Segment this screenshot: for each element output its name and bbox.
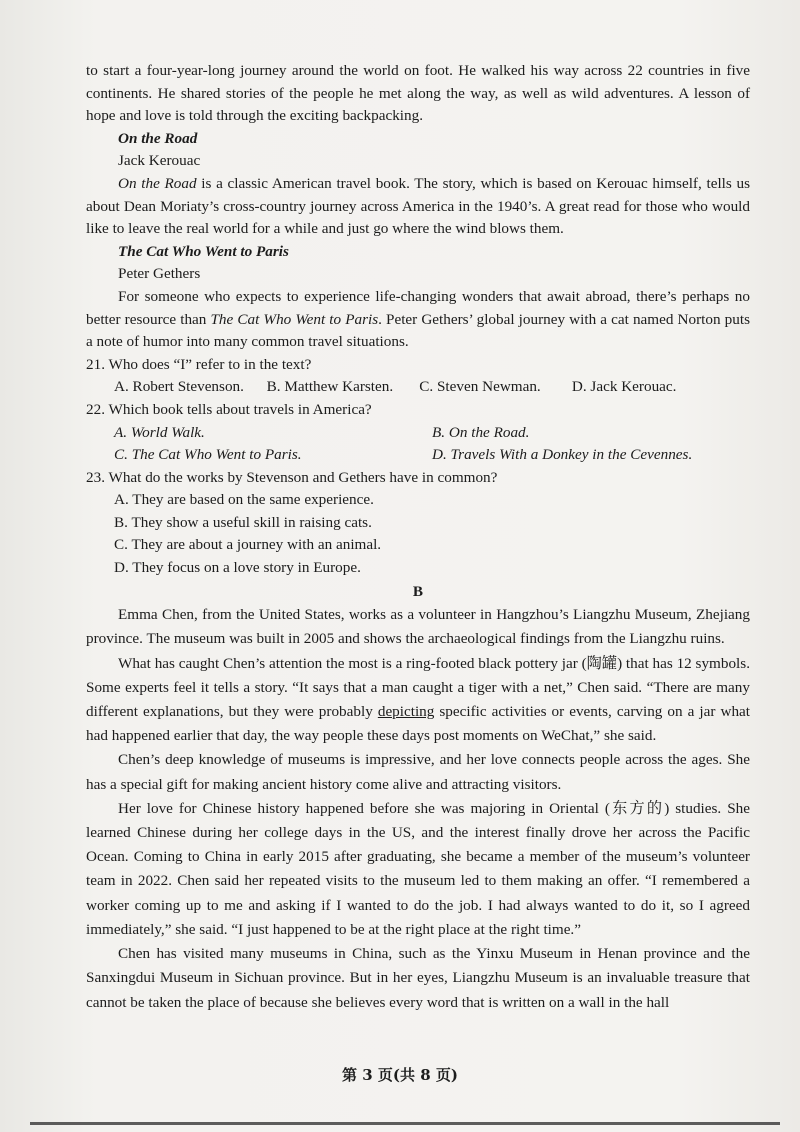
- passage-paragraph-4: Her love for Chinese history happened before she was majoring in Oriental (东方的) studies. She learned Chinese during her college days in the US, and the interest finally drove her across the Pacific Ocean. Coming to China in early 2015 after graduating, she became a member of the museum’s volunteer team in 2022. Chen said her repeated visits to the museum led to them making an offer. “I remembered a worker coming up to me and asking if I wanted to do the job. I had always wanted to do it, so I agreed immediately,” she said. “I just happened to be at the right place at the right time.”: [86, 799, 750, 938]
- inline-book-title: On the Road: [118, 174, 197, 192]
- question-21: 21. Who does “I” refer to in the text?: [86, 355, 312, 373]
- question-23-option-b: [86, 512, 750, 535]
- description-text: For someone who expects to experience life-changing wonders that await abroad, there’s perhaps no better resource than: [86, 287, 750, 328]
- book-description-on-the-road: [86, 173, 750, 241]
- option-a: A. They are based on the same experience.: [114, 491, 374, 509]
- passage-b: [86, 603, 750, 1014]
- bottom-edge-rule: [30, 1122, 780, 1125]
- option-d: D. Jack Kerouac.: [571, 378, 677, 396]
- intro-paragraph: to start a four-year-long journey around the world on foot. He walked his way across 22 countries in five continents. He shared stories of the people he met along the way, as well as wild adventures. A lesson of hope and love is told through the exciting backpacking.: [86, 62, 750, 125]
- option-b: B. They show a useful skill in raising cats.: [114, 513, 372, 531]
- underlined-word: depicting: [377, 703, 435, 721]
- book-author-kerouac: Jack Kerouac: [118, 152, 201, 170]
- paragraph-text: specific activities or events, carving on a jar what had happened earlier that day, the way people these days post moments on WeChat,” she said.: [86, 703, 750, 745]
- question-22: 22. Which book tells about travels in America?: [86, 400, 372, 418]
- paragraph-text: What has caught Chen’s attention the most is a ring-footed black pottery jar (陶罐) that has 12 symbols. Some experts feel it tells a story. “It says that a man caught a tiger with a net,” Chen said. “There are many different explanations, but they were probably: [86, 654, 750, 721]
- option-b: B. On the Road.: [432, 423, 530, 441]
- description-text: . Peter Gethers’ global journey with a cat named Norton puts a note of humor into many common travel situations.: [86, 310, 750, 351]
- question-23: 23. What do the works by Stevenson and Gethers have in common?: [86, 468, 498, 486]
- option-c: C. Steven Newman.: [419, 378, 541, 396]
- option-c: C. They are about a journey with an animal.: [114, 536, 382, 554]
- option-b: B. Matthew Karsten.: [266, 378, 394, 396]
- passage-paragraph-1: Emma Chen, from the United States, works as a volunteer in Hangzhou’s Liangzhu Museum, Zhejiang province. The museum was built in 2005 and shows the archaeological findings from the Liangzhu ruins.: [86, 606, 750, 648]
- book-author-gethers: Peter Gethers: [118, 265, 201, 283]
- passage-paragraph-5: Chen has visited many museums in China, such as the Yinxu Museum in Henan province and the Sanxingdui Museum in Sichuan province. But in her eyes, Liangzhu Museum is an invaluable treasure that cannot be taken the place of because she believes every word that is written on a wall in the hall: [86, 945, 750, 1011]
- question-23-option-d: [86, 557, 750, 580]
- page-number-footer: 第 3 页(共 8 页): [342, 1066, 458, 1084]
- book-title-on-the-road: On the Road: [118, 129, 198, 147]
- question-23-option-c: [86, 534, 750, 557]
- book-title-cat-paris: The Cat Who Went to Paris: [118, 242, 289, 260]
- option-d: D. Travels With a Donkey in the Cevennes.: [432, 446, 693, 464]
- question-21-options: [86, 376, 750, 399]
- option-d: D. They focus on a love story in Europe.: [114, 559, 361, 577]
- book-description-cat-paris: [86, 286, 750, 354]
- question-23-option-a: [86, 489, 750, 512]
- passage-paragraph-3: Chen’s deep knowledge of museums is impressive, and her love connects people across the ages. She has a special gift for making ancient history come alive and attracting visitors.: [86, 751, 750, 793]
- inline-book-title: The Cat Who Went to Paris: [210, 310, 379, 328]
- option-c: C. The Cat Who Went to Paris.: [114, 446, 302, 464]
- section-heading-b: B: [412, 582, 424, 600]
- option-a: A. World Walk.: [114, 423, 205, 441]
- passage-paragraph-2: [86, 652, 750, 749]
- question-22-options-row1: [86, 422, 750, 445]
- option-a: A. Robert Stevenson.: [114, 378, 244, 396]
- description-text: is a classic American travel book. The story, which is based on Kerouac himself, tells us about Dean Moriaty’s cross-country journey across America in the 1940’s. A great read for those who would like to leave the real world for a while and just go where the wind blows them.: [86, 174, 750, 238]
- question-22-options-row2: [86, 444, 750, 467]
